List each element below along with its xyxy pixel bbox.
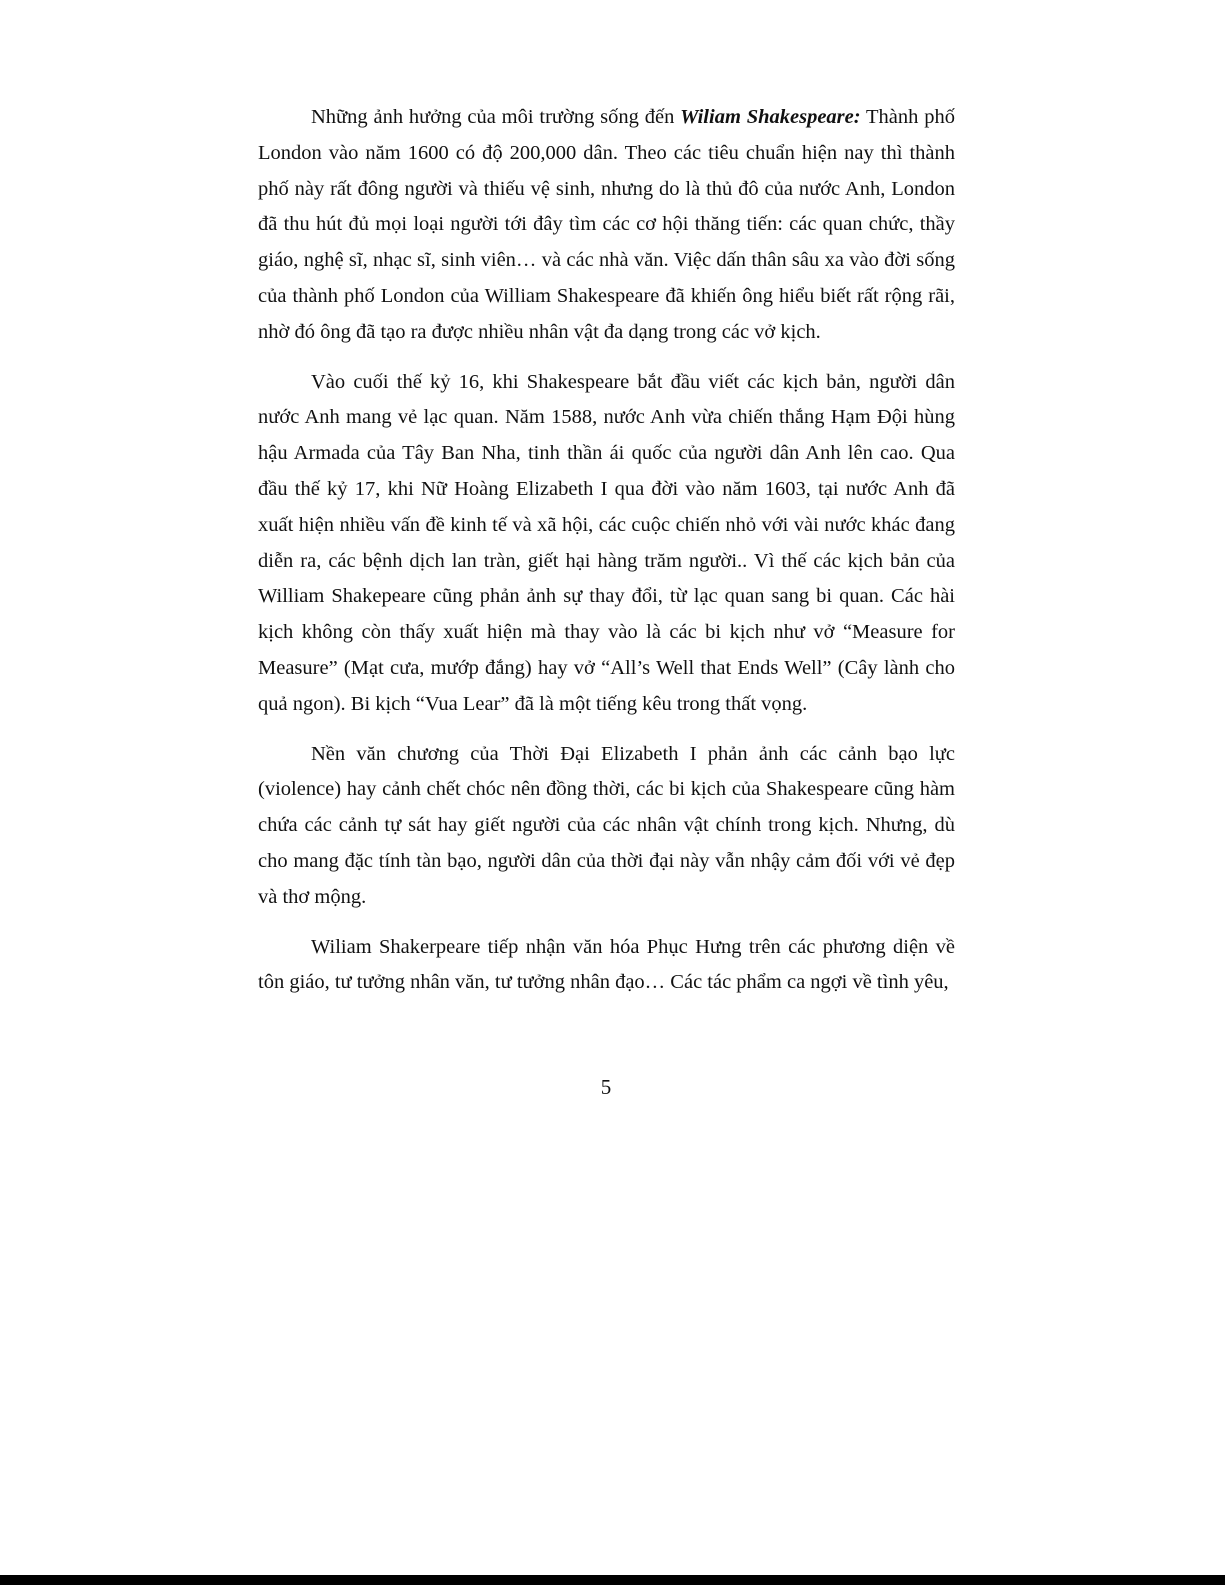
- paragraph-renaissance-culture: Wiliam Shakerpeare tiếp nhận văn hóa Phục Hưng trên các phương diện về tôn giáo, tư tưởng nhân văn, tư tưởng nhân đạo… Các tác phẩm ca ngợi về tình yêu,: [258, 935, 955, 994]
- author-name-emphasis: Wiliam Shakespeare:: [680, 106, 861, 128]
- body-text: [258, 100, 955, 1015]
- page-number: 5: [600, 1075, 612, 1099]
- paragraph-environment-influence: [258, 100, 955, 351]
- paragraph-elizabethan-literature: Nền văn chương của Thời Đại Elizabeth I phản ảnh các cảnh bạo lực (violence) hay cảnh chết chóc nên đồng thời, các bi kịch của Shakespeare cũng hàm chứa các cảnh tự sát hay giết người của các nhân vật chính trong kịch. Nhưng, dù cho mang đặc tính tàn bạo, người dân của thời đại này vẫn nhậy cảm đối với vẻ đẹp và thơ mộng.: [258, 742, 955, 908]
- paragraph-late-16th-century: Vào cuối thế kỷ 16, khi Shakespeare bắt đầu viết các kịch bản, người dân nước Anh mang vẻ lạc quan. Năm 1588, nước Anh vừa chiến thắng Hạm Đội hùng hậu Armada của Tây Ban Nha, tinh thần ái quốc của người dân Anh lên cao. Qua đầu thế kỷ 17, khi Nữ Hoàng Elizabeth I qua đời vào năm 1603, tại nước Anh đã xuất hiện nhiều vấn đề kinh tế và xã hội, các cuộc chiến nhỏ với vài nước khác đang diễn ra, các bệnh dịch lan tràn, giết hại hàng trăm người.. Vì thế các kịch bản của William Shakepeare cũng phản ảnh sự thay đổi, từ lạc quan sang bi quan. Các hài kịch không còn thấy xuất hiện mà thay vào là các bi kịch như vở “Measure for Measure” (Mạt cưa, mướp đắng) hay vở “All’s Well that Ends Well” (Cây lành cho quả ngon). Bi kịch “Vua Lear” đã là một tiếng kêu trong thất vọng.: [258, 370, 955, 715]
- bottom-edge-bar: [0, 1575, 1225, 1585]
- paragraph-lead: Những ảnh hưởng của môi trường sống đến: [311, 106, 681, 128]
- paragraph-rest: Thành phố London vào năm 1600 có độ 200,000 dân. Theo các tiêu chuẩn hiện nay thì thành phố này rất đông người và thiếu vệ sinh, nhưng do là thủ đô của nước Anh, London đã thu hút đủ mọi loại người tới đây tìm các cơ hội thăng tiến: các quan chức, thầy giáo, nghệ sĩ, nhạc sĩ, sinh viên… và các nhà văn. Việc dấn thân sâu xa vào đời sống của thành phố London của William Shakespeare đã khiến ông hiểu biết rất rộng rãi, nhờ đó ông đã tạo ra được nhiều nhân vật đa dạng trong các vở kịch.: [258, 106, 955, 343]
